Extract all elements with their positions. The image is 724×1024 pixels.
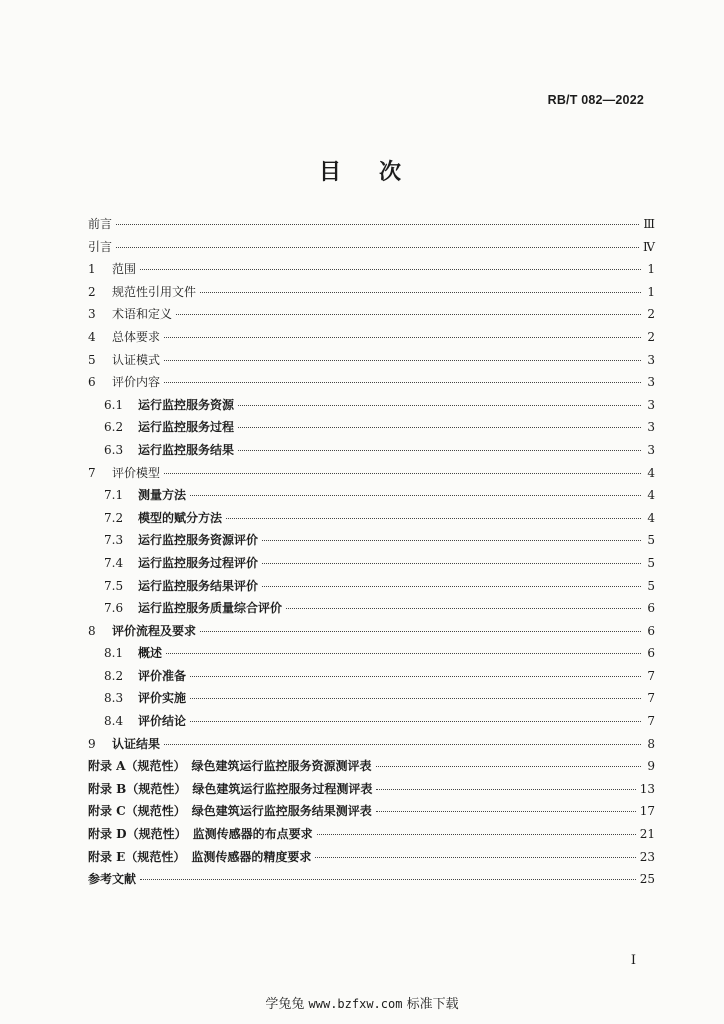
toc-entry-number: 1 (88, 262, 96, 277)
toc-entry-number: 7 (88, 465, 96, 480)
toc-entry-label: 运行监控服务结果评价 (138, 578, 259, 593)
toc-entry-page: 8 (647, 736, 655, 751)
toc-entry[interactable] (88, 213, 655, 236)
dot-leader (226, 517, 641, 519)
toc-entry-label: 评价实施 (138, 691, 187, 706)
toc-entry-page: 6 (647, 623, 655, 638)
toc-entry[interactable] (88, 236, 655, 259)
toc-entry-number: 4 (88, 329, 96, 344)
toc-entry-number: 8.4 (104, 714, 124, 729)
toc-entry-page: 4 (647, 510, 655, 525)
toc-entry[interactable] (88, 281, 655, 304)
toc-entry[interactable] (88, 258, 655, 281)
toc-entry-label: 附录 C（规范性） 绿色建筑运行监控服务结果测评表 (88, 804, 372, 819)
dot-leader (164, 336, 641, 338)
toc-entry-number: 8.2 (104, 668, 124, 683)
toc-entry-page: Ⅲ (643, 217, 655, 231)
toc-entry[interactable] (88, 326, 655, 349)
table-of-contents (88, 213, 655, 891)
toc-entry-label: 运行监控服务资源 (138, 397, 235, 412)
dot-leader (164, 743, 641, 745)
toc-entry-page: 21 (639, 827, 655, 842)
toc-entry-label: 术语和定义 (112, 307, 173, 322)
toc-title-char-1: 目 (318, 159, 345, 185)
dot-leader (140, 268, 641, 270)
toc-entry[interactable] (88, 575, 655, 598)
document-code: RB/T 082—2022 (547, 93, 644, 107)
toc-entry-number: 6.1 (104, 397, 124, 412)
toc-entry-number: 7.1 (104, 488, 124, 503)
dot-leader (238, 404, 641, 406)
dot-leader (376, 810, 636, 812)
toc-entry-label: 运行监控服务资源评价 (138, 533, 259, 548)
toc-entry-number: 6.3 (104, 442, 124, 457)
toc-entry-label: 前言 (88, 217, 113, 231)
toc-entry[interactable] (88, 529, 655, 552)
toc-entry-page: 7 (647, 668, 655, 683)
dot-leader (200, 630, 641, 632)
dot-leader (190, 494, 641, 496)
toc-entry-label: 范围 (112, 262, 137, 277)
toc-entry-label: 概述 (138, 646, 163, 661)
dot-leader (317, 833, 636, 835)
dot-leader (190, 675, 641, 677)
toc-entry-page: 4 (647, 488, 655, 503)
toc-entry-number: 2 (88, 284, 96, 299)
toc-entry-page: 1 (647, 284, 655, 299)
toc-entry-page: 7 (647, 714, 655, 729)
toc-entry-label: 评价模型 (112, 465, 161, 480)
toc-entry-label: 附录 B（规范性） 绿色建筑运行监控服务过程测评表 (88, 781, 373, 796)
toc-entry-label: 运行监控服务结果 (138, 442, 235, 457)
toc-entry-page: 2 (647, 329, 655, 344)
toc-entry-label: 测量方法 (138, 488, 187, 503)
toc-entry-label: 评价结论 (138, 714, 187, 729)
dot-leader (315, 856, 635, 858)
toc-entry-page: 7 (647, 691, 655, 706)
toc-entry[interactable] (88, 665, 655, 688)
toc-entry-page: 17 (639, 804, 655, 819)
toc-entry-number: 8 (88, 623, 96, 638)
toc-entry[interactable] (88, 597, 655, 620)
toc-entry-number: 3 (88, 307, 96, 322)
footer-tagline: 标准下载 (406, 997, 459, 1012)
dot-leader (376, 765, 642, 767)
toc-entry-page: 3 (647, 420, 655, 435)
dot-leader (238, 449, 641, 451)
toc-entry[interactable] (88, 371, 655, 394)
dot-leader (262, 585, 641, 587)
dot-leader (116, 223, 639, 225)
toc-entry-page: 1 (647, 262, 655, 277)
toc-entry-label: 评价准备 (138, 668, 187, 683)
toc-entry-number: 7.5 (104, 578, 124, 593)
toc-entry-page: 3 (647, 397, 655, 412)
toc-entry[interactable] (88, 552, 655, 575)
dot-leader (200, 291, 641, 293)
toc-entry-page: 3 (647, 375, 655, 390)
toc-title-char-2: 次 (379, 159, 406, 185)
toc-entry-page: 9 (647, 759, 655, 774)
dot-leader (190, 697, 641, 699)
toc-entry[interactable] (88, 755, 655, 778)
dot-leader (376, 788, 635, 790)
toc-entry-label: 总体要求 (112, 329, 161, 344)
toc-entry-page: 4 (647, 465, 655, 480)
toc-entry-page: 6 (647, 601, 655, 616)
dot-leader (238, 426, 641, 428)
toc-entry-page: 5 (647, 555, 655, 570)
dot-leader (116, 246, 639, 248)
toc-entry-number: 7.4 (104, 555, 124, 570)
toc-entry-label: 运行监控服务质量综合评价 (138, 601, 283, 616)
dot-leader (166, 652, 641, 654)
toc-entry-page: 13 (639, 781, 655, 796)
footer-watermark (0, 993, 724, 1012)
toc-entry-label: 引言 (88, 239, 113, 254)
toc-entry-label: 参考文献 (88, 872, 137, 887)
toc-entry[interactable] (88, 620, 655, 643)
toc-entry[interactable] (88, 642, 655, 665)
toc-entry-page: 5 (647, 578, 655, 593)
dot-leader (140, 878, 636, 880)
toc-entry-number: 9 (88, 736, 96, 751)
dot-leader (164, 359, 641, 361)
toc-entry-page: 3 (647, 352, 655, 367)
toc-entry-page: 2 (647, 307, 655, 322)
footer-site-name: 学兔兔 (265, 997, 305, 1012)
toc-entry[interactable] (88, 416, 655, 439)
toc-entry[interactable] (88, 846, 655, 869)
toc-entry-page: 23 (639, 849, 655, 864)
toc-entry-label: 附录 E（规范性） 监测传感器的精度要求 (88, 849, 312, 864)
toc-entry-label: 认证模式 (112, 352, 161, 367)
toc-entry-label: 评价内容 (112, 375, 161, 390)
toc-entry[interactable] (88, 462, 655, 485)
toc-entry[interactable] (88, 484, 655, 507)
toc-entry-number: 6.2 (104, 420, 124, 435)
toc-entry[interactable] (88, 778, 655, 801)
dot-leader (286, 607, 641, 609)
toc-entry-label: 运行监控服务过程 (138, 420, 235, 435)
dot-leader (164, 381, 641, 383)
toc-entry-page: 25 (639, 872, 655, 887)
toc-entry-label: 规范性引用文件 (112, 284, 197, 299)
toc-entry[interactable] (88, 507, 655, 530)
toc-entry[interactable] (88, 733, 655, 756)
toc-entry[interactable] (88, 823, 655, 846)
dot-leader (262, 539, 641, 541)
toc-entry-number: 8.3 (104, 691, 124, 706)
toc-entry-number: 6 (88, 375, 96, 390)
toc-entry-label: 模型的赋分方法 (138, 510, 223, 525)
toc-entry-page: 5 (647, 533, 655, 548)
toc-entry-page: Ⅳ (643, 239, 655, 254)
dot-leader (176, 313, 641, 315)
toc-entry-page: 3 (647, 442, 655, 457)
toc-entry-label: 评价流程及要求 (112, 623, 197, 638)
toc-entry[interactable] (88, 868, 655, 891)
toc-entry[interactable] (88, 349, 655, 372)
toc-entry[interactable] (88, 710, 655, 733)
toc-entry[interactable] (88, 439, 655, 462)
toc-entry[interactable] (88, 303, 655, 326)
toc-entry-label: 附录 A（规范性） 绿色建筑运行监控服务资源测评表 (88, 759, 372, 774)
toc-entry-page: 6 (647, 646, 655, 661)
toc-title (0, 155, 724, 186)
page-number: I (630, 953, 636, 968)
toc-entry-label: 运行监控服务过程评价 (138, 555, 259, 570)
toc-entry-number: 7.3 (104, 533, 124, 548)
toc-entry-number: 7.2 (104, 510, 124, 525)
toc-entry-number: 5 (88, 352, 96, 367)
dot-leader (262, 562, 641, 564)
toc-entry[interactable] (88, 800, 655, 823)
toc-entry[interactable] (88, 394, 655, 417)
toc-entry-number: 7.6 (104, 601, 124, 616)
toc-entry-label: 认证结果 (112, 736, 161, 751)
toc-entry[interactable] (88, 687, 655, 710)
dot-leader (190, 720, 641, 722)
toc-entry-number: 8.1 (104, 646, 124, 661)
dot-leader (164, 472, 641, 474)
footer-url[interactable]: www.bzfxw.com (308, 997, 403, 1011)
toc-entry-label: 附录 D（规范性） 监测传感器的布点要求 (88, 827, 313, 842)
